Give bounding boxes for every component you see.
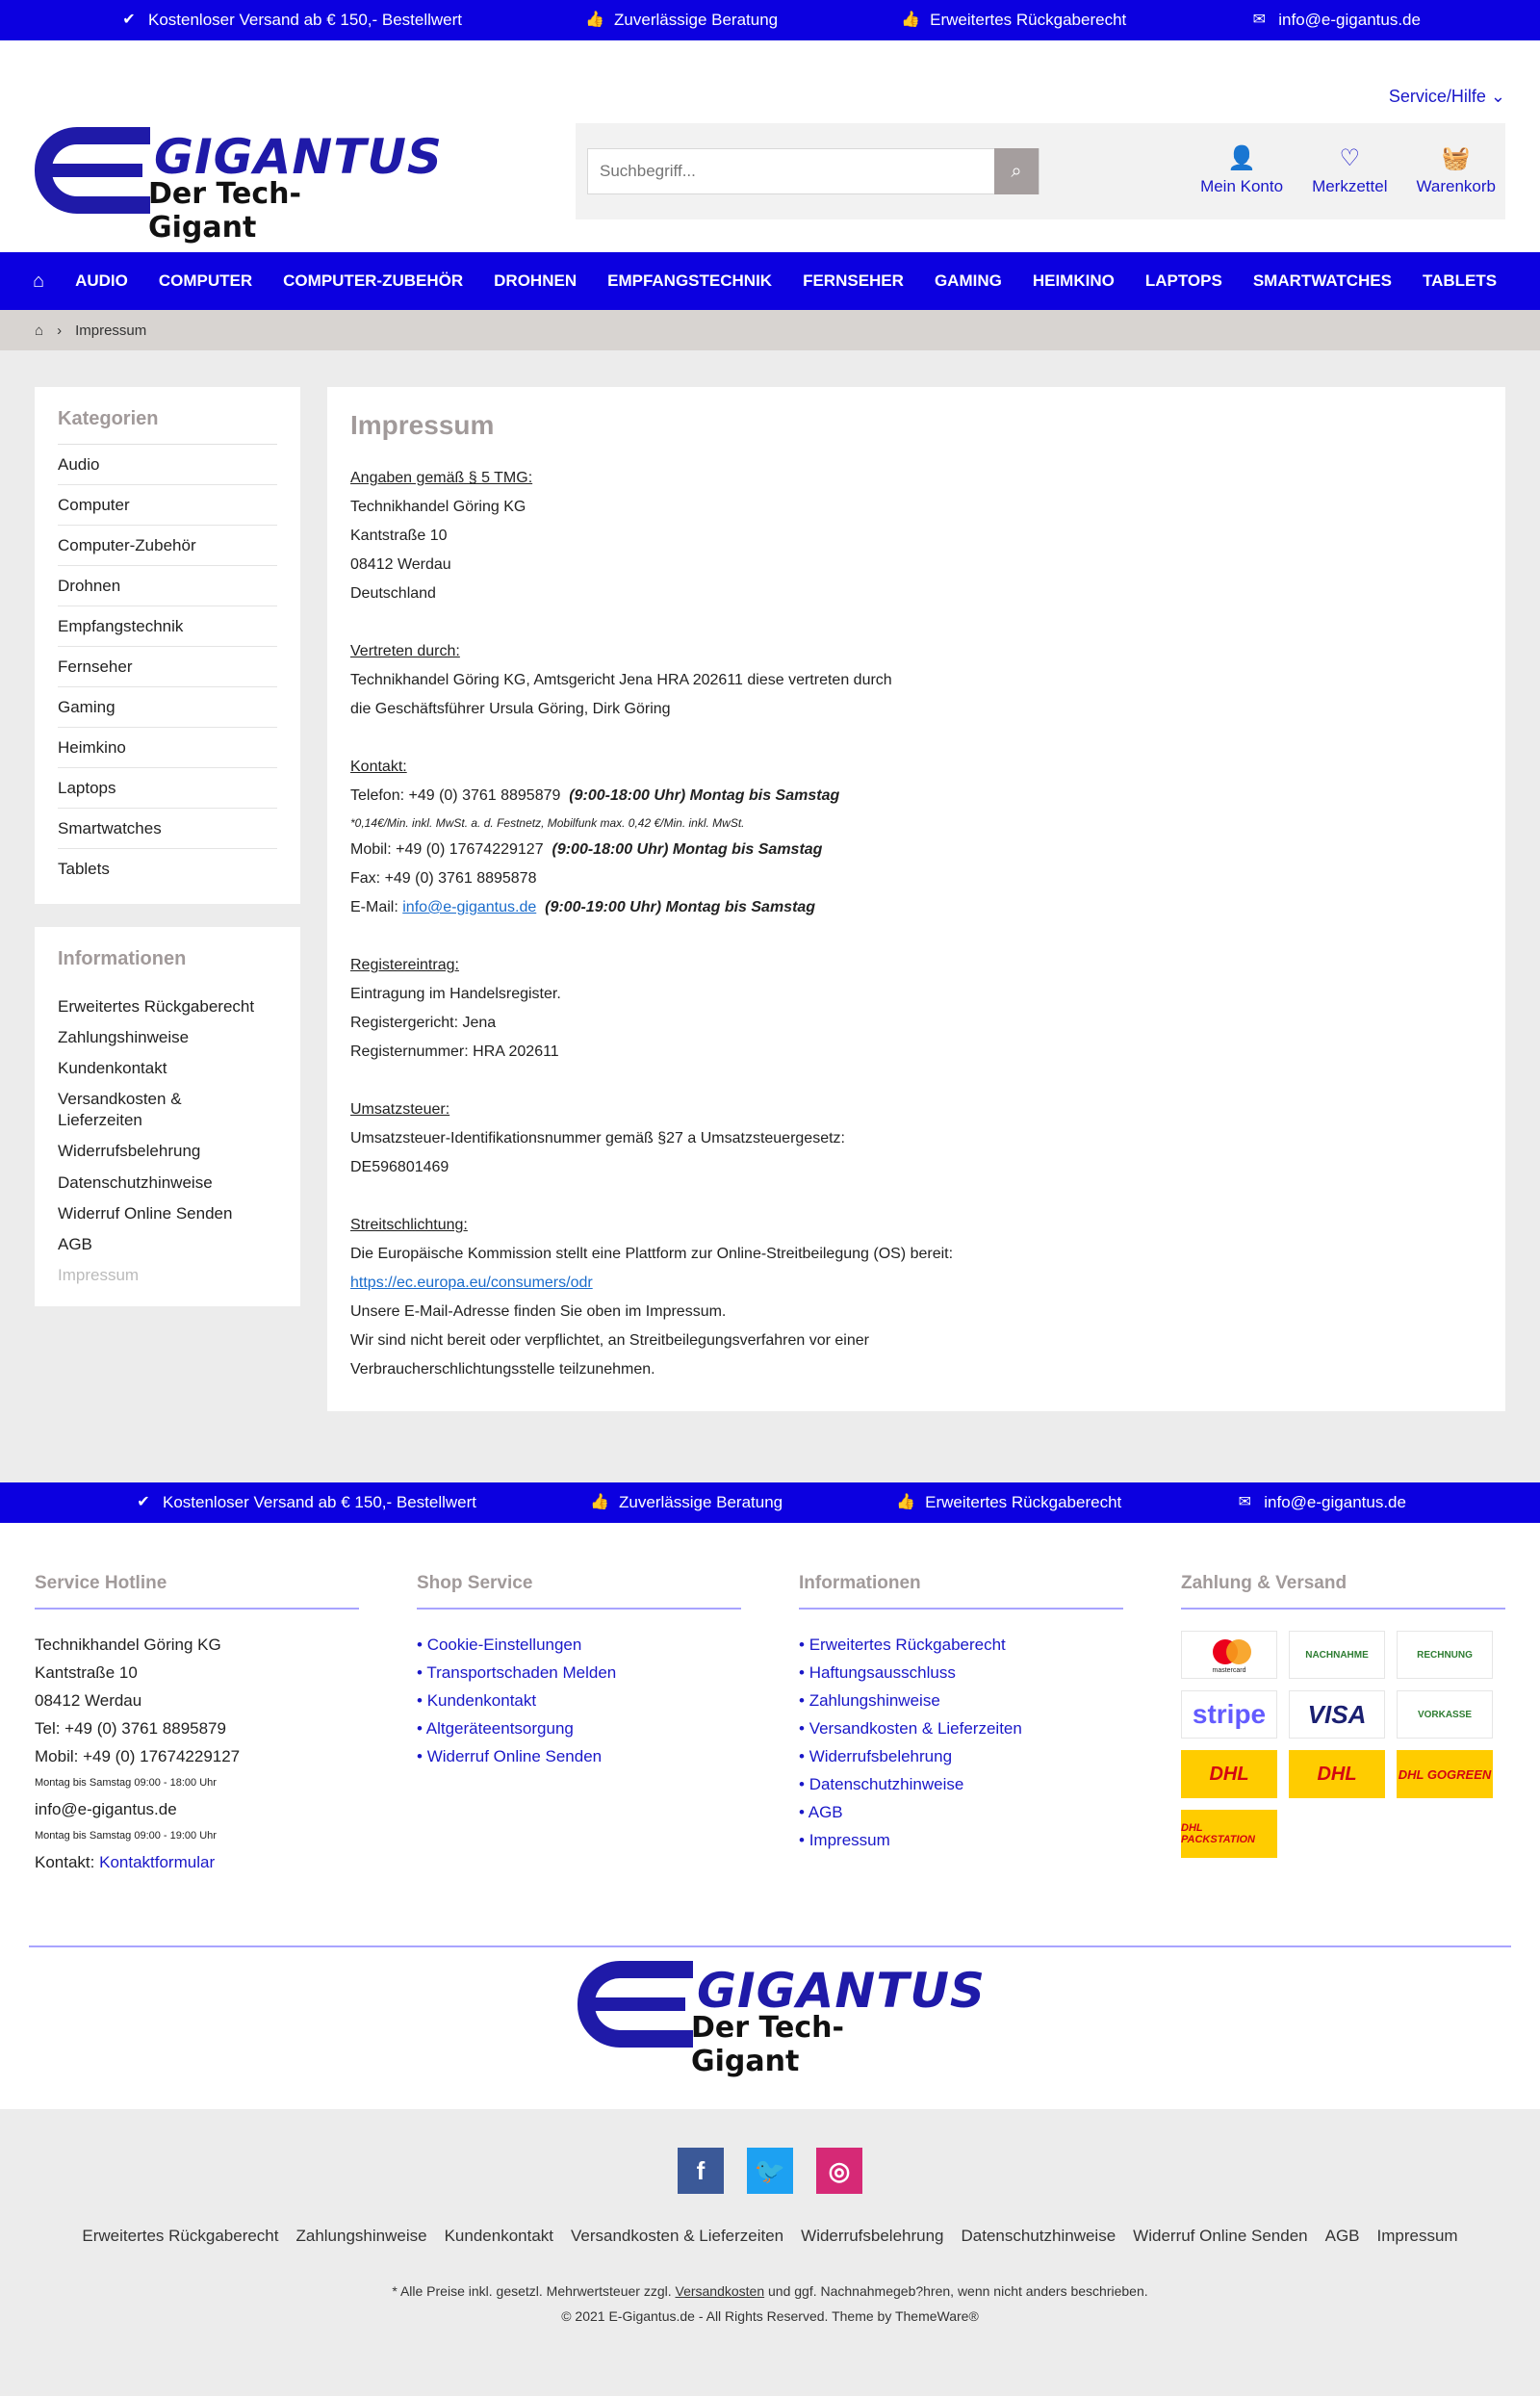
usp-bar: [0, 0, 1540, 40]
footer-link[interactable]: • Altgeräteentsorgung: [417, 1714, 741, 1742]
sidebar-info-link[interactable]: Zahlungshinweise: [58, 1028, 190, 1047]
breadcrumb: [0, 310, 1540, 350]
logo-e-mark: [35, 127, 150, 214]
sidebar-category[interactable]: Drohnen: [58, 566, 277, 606]
bottom-link[interactable]: Widerrufsbelehrung: [801, 2227, 944, 2245]
usp-item: 👍 Zuverlässige Beratung: [585, 11, 779, 29]
sidebar-category[interactable]: Tablets: [58, 860, 110, 878]
checkmark-icon: ✔: [137, 1494, 150, 1510]
legal-note: * Alle Preise inkl. gesetzl. Mehrwertsteuer zzgl. Versandkosten und ggf. Nachnahmegeb?hren, wenn nicht anders beschrieben.: [392, 2283, 1148, 2299]
nachnahme-logo: NACHNAHME: [1289, 1631, 1385, 1679]
sidebar-category[interactable]: Laptops: [58, 768, 277, 809]
heart-icon: ♡: [1339, 145, 1361, 171]
dhl-packstation-logo: DHL PACKSTATION: [1181, 1810, 1277, 1858]
envelope-icon: ✉: [1252, 12, 1266, 28]
nav-item-audio[interactable]: AUDIO: [75, 271, 128, 290]
mastercard-logo: mastercard: [1181, 1631, 1277, 1679]
usp-item[interactable]: ✉ info@e-gigantus.de: [1249, 11, 1421, 30]
info-box: [35, 927, 300, 1306]
footer-link[interactable]: • Haftungsausschluss: [799, 1659, 1123, 1687]
sidebar-info-link[interactable]: Erweitertes Rückgaberecht: [58, 997, 255, 1016]
footer-link[interactable]: • AGB: [799, 1798, 1123, 1826]
sidebar-category[interactable]: Empfangstechnik: [58, 606, 277, 647]
checkmark-icon: ✔: [122, 12, 136, 28]
rechnung-logo: RECHNUNG: [1397, 1631, 1493, 1679]
categories-title: Kategorien: [58, 408, 277, 445]
bottom-link[interactable]: Erweitertes Rückgaberecht: [82, 2227, 279, 2245]
sidebar-category[interactable]: Computer-Zubehör: [58, 526, 277, 566]
user-icon: 👤: [1227, 145, 1256, 171]
basket-icon: 🧺: [1441, 145, 1471, 171]
footer-link[interactable]: • Impressum: [799, 1826, 1123, 1854]
usp-item: 👍 Zuverlässige Beratung: [590, 1493, 783, 1511]
footer-link[interactable]: • Kundenkontakt: [417, 1687, 741, 1714]
versandkosten-link[interactable]: Versandkosten: [675, 2283, 765, 2299]
nav-item-smartwatches[interactable]: SMARTWATCHES: [1252, 271, 1392, 290]
facebook-icon[interactable]: f: [678, 2148, 724, 2194]
stripe-logo: stripe: [1181, 1690, 1277, 1739]
search-input[interactable]: [588, 149, 994, 193]
bottom-link[interactable]: Datenschutzhinweise: [961, 2227, 1116, 2245]
sidebar-info-link[interactable]: Versandkosten & Lieferzeiten: [58, 1090, 182, 1130]
footer-logo-area: [29, 1945, 1511, 2109]
thumbs-up-icon: 👍: [590, 1494, 609, 1510]
usp-item: 👍 Erweitertes Rückgaberecht: [896, 1493, 1122, 1511]
logo-e-mark: [578, 1961, 693, 2048]
categories-box: [35, 387, 300, 904]
sidebar-category[interactable]: Computer: [58, 485, 277, 526]
chevron-right-icon: ›: [57, 322, 63, 339]
bottom-link[interactable]: Widerruf Online Senden: [1133, 2227, 1308, 2245]
header-tools: [576, 123, 1505, 219]
cart-button[interactable]: 🧺 Warenkorb: [1416, 145, 1496, 195]
footer-logo[interactable]: GIGANTUS Der Tech-Gigant: [578, 1961, 949, 2051]
service-help-dropdown[interactable]: Service/Hilfe ⌄: [1388, 87, 1505, 106]
account-button[interactable]: 👤 Mein Konto: [1200, 145, 1284, 195]
page-title: Impressum: [350, 410, 495, 440]
bottom-link[interactable]: Kundenkontakt: [444, 2227, 553, 2245]
footer-link[interactable]: • Widerruf Online Senden: [417, 1742, 741, 1770]
vorkasse-logo: VORKASSE: [1397, 1690, 1493, 1739]
footer-link[interactable]: • Widerrufsbelehrung: [799, 1742, 1123, 1770]
search-icon: ⌕: [1011, 160, 1022, 182]
usp-item: 👍 Erweitertes Rückgaberecht: [901, 11, 1127, 29]
footer-link[interactable]: • Cookie-Einstellungen: [417, 1631, 741, 1659]
thumbs-up-icon: 👍: [585, 12, 604, 28]
breadcrumb-current: Impressum: [75, 322, 147, 339]
email-link[interactable]: info@e-gigantus.de: [402, 899, 537, 915]
dhl-logo: DHL: [1181, 1750, 1277, 1798]
sidebar-category[interactable]: Smartwatches: [58, 809, 277, 849]
section-umsatzsteuer: Umsatzsteuer: Umsatzsteuer-Identifikationsnummer gemäß §27 a Umsatzsteuergesetz: DE596801469: [350, 1101, 845, 1175]
impressum-content: [327, 387, 1505, 1411]
payment-logos: [1181, 1631, 1505, 1858]
sidebar-category[interactable]: Heimkino: [58, 728, 277, 768]
section-tmg: Angaben gemäß § 5 TMG: Technikhandel Göring KG Kantstraße 10 08412 Werdau Deutschland: [350, 470, 533, 602]
section-streitschlichtung: Streitschlichtung: Die Europäische Kommission stellt eine Plattform zur Online-Streitbeilegung (OS) bereit: https://ec.europa.eu/consumers/odr Unsere E-Mail-Adresse finden Sie oben im Impressum. Wir sind nicht bereit oder verpflichtet, an Streitbeilegungsverfahren vor einer Verbraucherschlichtungsstelle teilzunehmen.: [350, 1217, 954, 1378]
bottom-footer: [0, 2109, 1540, 2396]
nav-item-gaming[interactable]: GAMING: [934, 271, 1002, 290]
thumbs-up-icon: 👍: [901, 12, 921, 28]
usp-item: ✔ Kostenloser Versand ab € 150,- Bestellwert: [119, 11, 462, 30]
twitter-icon[interactable]: 🐦: [747, 2148, 793, 2194]
home-icon[interactable]: ⌂: [35, 322, 44, 339]
header: [0, 40, 1540, 245]
footer-informationen: Informationen • Erweitertes Rückgaberecht • Haftungsausschluss • Zahlungshinweise • Versandkosten & Lieferzeiten • Widerrufsbelehrung • Datenschutzhinweise • AGB • Impressum: [799, 1573, 1123, 1876]
search-button[interactable]: [994, 148, 1039, 194]
sidebar-info-link[interactable]: Kundenkontakt: [58, 1059, 167, 1078]
nav-item-empfangstechnik[interactable]: EMPFANGSTECHNIK: [607, 271, 773, 290]
usp-item: ✔ Kostenloser Versand ab € 150,- Bestellwert: [134, 1493, 476, 1512]
footer-usp-bar: [0, 1482, 1540, 1523]
envelope-icon: ✉: [1238, 1494, 1251, 1510]
bottom-link[interactable]: Zahlungshinweise: [295, 2227, 427, 2245]
thumbs-up-icon: 👍: [896, 1494, 916, 1510]
nav-item-fernseher[interactable]: FERNSEHER: [803, 271, 904, 290]
footer-link[interactable]: • Versandkosten & Lieferzeiten: [799, 1714, 1123, 1742]
visa-logo: VISA: [1289, 1690, 1385, 1739]
instagram-icon[interactable]: ◎: [816, 2148, 862, 2194]
info-title: Informationen: [58, 948, 187, 969]
section-vertreten: Vertreten durch: Technikhandel Göring KG, Amtsgericht Jena HRA 202611 diese vertreten durch die Geschäftsführer Ursula Göring, Dirk Göring: [350, 643, 892, 717]
odr-link[interactable]: https://ec.europa.eu/consumers/odr: [350, 1275, 593, 1291]
sidebar-info-link-active[interactable]: Impressum: [58, 1265, 140, 1284]
sidebar-category[interactable]: Audio: [58, 445, 277, 485]
footer-link[interactable]: • Zahlungshinweise: [799, 1687, 1123, 1714]
nav-item-computer-zubehoer[interactable]: COMPUTER-ZUBEHÖR: [283, 271, 464, 290]
bottom-links: [0, 2227, 1540, 2246]
sidebar-info-link[interactable]: Datenschutzhinweise: [58, 1172, 213, 1192]
nav-item-tablets[interactable]: TABLETS: [1423, 271, 1498, 290]
dhl-gogreen-logo: DHL GOGREEN: [1397, 1750, 1493, 1798]
bottom-link[interactable]: AGB: [1324, 2227, 1360, 2245]
copyright: © 2021 E-Gigantus.de - All Rights Reserved. Theme by ThemeWare®: [561, 2308, 979, 2324]
footer: [0, 1523, 1540, 1915]
bottom-link[interactable]: Versandkosten & Lieferzeiten: [571, 2227, 784, 2245]
section-register: Registereintrag: Eintragung im Handelsregister. Registergericht: Jena Registernummer: HRA 202611: [350, 957, 561, 1060]
sidebar-info-link[interactable]: Widerruf Online Senden: [58, 1203, 233, 1223]
sidebar: [35, 387, 300, 1306]
nav-item-drohnen[interactable]: DROHNEN: [494, 271, 578, 290]
footer-link[interactable]: • Erweitertes Rückgaberecht: [799, 1631, 1123, 1659]
usp-item[interactable]: ✉ info@e-gigantus.de: [1235, 1493, 1406, 1512]
main-area: [0, 350, 1540, 1482]
nav-item-laptops[interactable]: LAPTOPS: [1144, 271, 1222, 290]
search-box: [587, 148, 1040, 194]
main-nav: [0, 252, 1540, 310]
bottom-link[interactable]: Impressum: [1376, 2227, 1458, 2245]
footer-link[interactable]: • Transportschaden Melden: [417, 1659, 741, 1687]
dhl-express-logo: DHL: [1289, 1750, 1385, 1798]
footer-hotline: Service Hotline Technikhandel Göring KG Kantstraße 10 08412 Werdau Tel: +49 (0) 3761 8895879 Mobil: +49 (0) 17674229127 Montag bis Samstag 09:00 - 18:00 Uhr info@e-gigantus.de Montag bis Samstag 09:00 - 19:00 Uhr Kontakt: Kontaktformular: [35, 1573, 359, 1876]
kontaktformular-link[interactable]: Kontaktformular: [99, 1853, 216, 1871]
nav-item-heimkino[interactable]: HEIMKINO: [1032, 271, 1115, 290]
sidebar-info-link[interactable]: AGB: [58, 1234, 92, 1253]
wishlist-button[interactable]: ♡ Merkzettel: [1312, 145, 1388, 195]
footer-shop-service: Shop Service • Cookie-Einstellungen • Transportschaden Melden • Kundenkontakt • Altgeräteentsorgung • Widerruf Online Senden: [417, 1573, 741, 1876]
logo[interactable]: GIGANTUS Der Tech-Gigant: [35, 127, 406, 218]
section-kontakt: Kontakt: Telefon: +49 (0) 3761 8895879 (9:00-18:00 Uhr) Montag bis Samstag *0,14€/Min. inkl. MwSt. a. d. Festnetz, Mobilfunk max. 0,42 €/Min. inkl. MwSt. Mobil: +49 (0) 17674229127 (9:00-18:00 Uhr) Montag bis Samstag Fax: +49 (0) 3761 8895878 E-Mail: info@e-gigantus.de (9:00-19:00 Uhr) Montag bis Samstag: [350, 759, 840, 915]
chevron-down-icon: ⌄: [1490, 87, 1505, 106]
footer-payment: Zahlung & Versand mastercard NACHNAHME RECHNUNG stripe VISA VORKASSE DHL DHL DHL GOGREEN DHL PACKSTATION: [1181, 1573, 1505, 1876]
nav-item-computer[interactable]: COMPUTER: [158, 271, 253, 290]
home-icon[interactable]: ⌂: [33, 270, 45, 292]
sidebar-category[interactable]: Fernseher: [58, 647, 277, 687]
sidebar-info-link[interactable]: Widerrufsbelehrung: [58, 1142, 201, 1161]
footer-link[interactable]: • Datenschutzhinweise: [799, 1770, 1123, 1798]
sidebar-category[interactable]: Gaming: [58, 687, 277, 728]
social-links: [0, 2148, 1540, 2194]
header-actions: [1200, 144, 1496, 196]
